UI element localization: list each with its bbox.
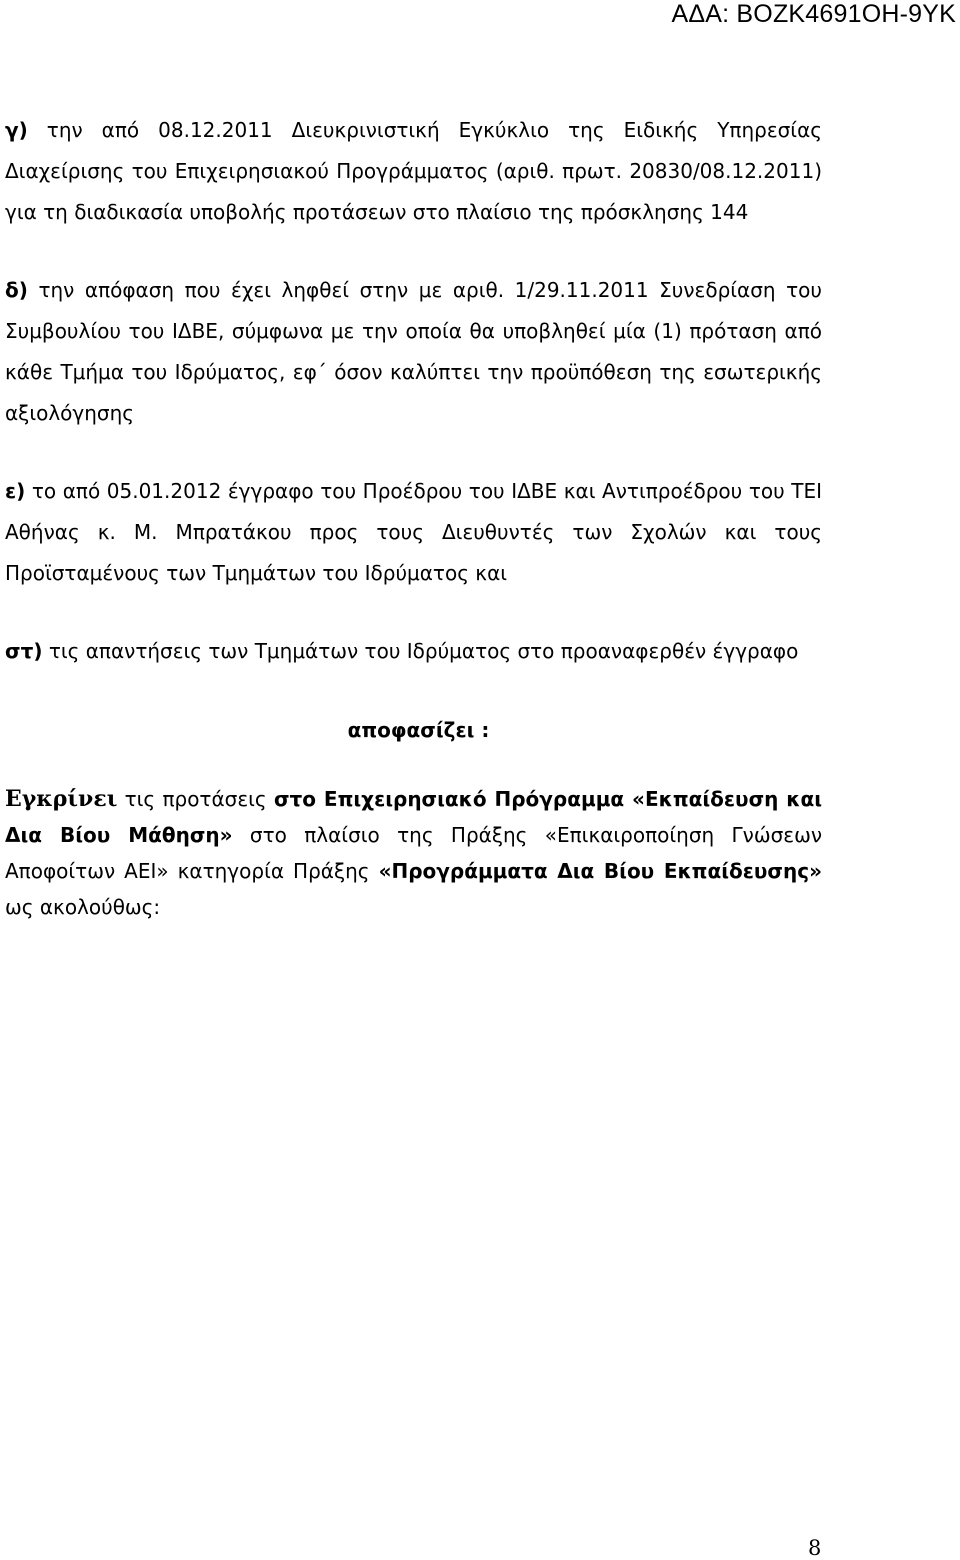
page-number: 8 [808,1536,822,1560]
approval-text-2: στο πλαίσιο της Πράξης «Επικαιροποίηση Γνώσεων Αποφοίτων ΑΕΙ» κατηγορία Πράξης [5,823,823,883]
approval-bold-2: «Προγράμματα Δια Βίου Εκπαίδευσης» [378,859,823,883]
approval-bold-1: στο Επιχειρησιακό Πρόγραμμα «Εκπαίδευση και Δια Βίου Μάθηση» [5,787,823,847]
item-d-text: την απόφαση που έχει ληφθεί στην με αριθ. 1/29.11.2011 Συνεδρίαση του Συμβουλίου του ΙΔΒΕ, σύμφωνα με την οποία θα υποβληθεί μία (1) πρόταση από κάθε Τμήμα του Ιδρύματος, εφ΄ όσον καλύπτει την προϋπόθεση της εσωτερικής αξιολόγησης [5,278,822,425]
item-d [5,270,822,434]
approval-lead: Εγκρίνει [5,786,118,812]
approval-text-1: τις προτάσεις [117,787,274,811]
decision-heading: αποφασίζει : [347,718,490,742]
item-e [5,471,822,594]
item-g [5,110,822,233]
item-e-text: το από 05.01.2012 έγγραφο του Προέδρου του ΙΔΒΕ και Αντιπροέδρου του ΤΕΙ Αθήνας κ. Μ. Μπρατάκου προς τους Διευθυντές των Σχολών και τους Προϊσταμένους των Τμημάτων του Ιδρύματος και [5,479,823,585]
item-e-label: ε) [5,479,26,503]
item-st-text: τις απαντήσεις των Τμημάτων του Ιδρύματος στο προαναφερθέν έγγραφο [48,639,799,663]
document-body [5,110,822,925]
document-code: ΑΔΑ: ΒΟΖΚ4691ΟΗ-9ΥΚ [671,0,956,28]
item-st-label: στ) [5,639,43,663]
item-d-label: δ) [5,278,28,302]
approval-paragraph [5,781,822,925]
approval-text-3: ως ακολούθως: [5,895,161,919]
item-g-text: την από 08.12.2011 Διευκρινιστική Εγκύκλιο της Ειδικής Υπηρεσίας Διαχείρισης του Επιχειρησιακού Προγράμματος (αριθ. πρωτ. 20830/08.12.2011) για τη διαδικασία υποβολής προτάσεων στο πλαίσιο της πρόσκλησης 144 [5,118,822,224]
item-st [5,631,822,672]
item-g-label: γ) [5,118,28,142]
